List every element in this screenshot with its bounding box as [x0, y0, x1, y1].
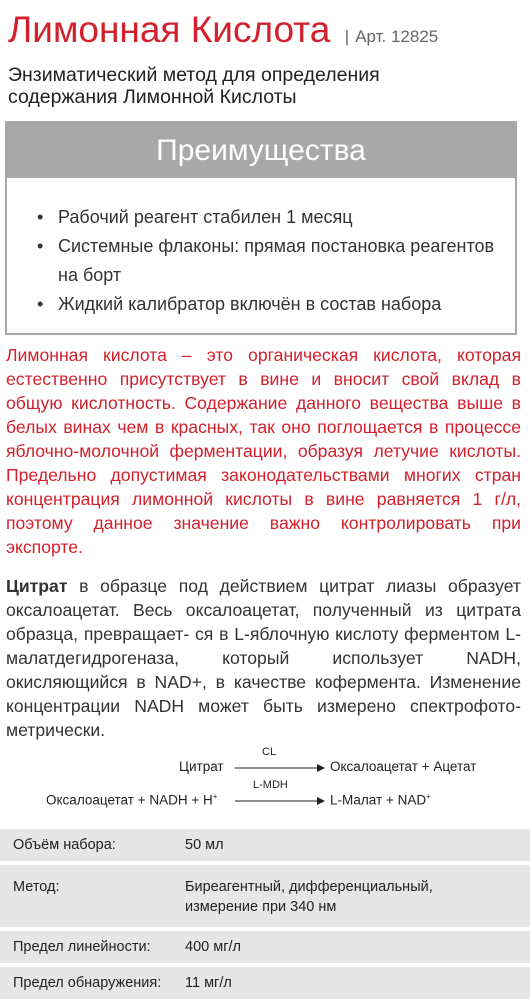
subtitle-line-1: Энзиматический метод для определения: [8, 64, 380, 86]
spec-value: 50 мл: [185, 829, 530, 861]
spec-value: [185, 865, 530, 927]
reaction-2-arrow: [235, 796, 325, 806]
reaction-scheme: [0, 748, 530, 818]
advantages-box: [5, 121, 517, 335]
spec-table: [0, 829, 530, 999]
reaction-2-substrates: [46, 792, 217, 808]
product-title: Лимонная Кислота: [8, 9, 331, 50]
reaction-1-substrate: Цитрат: [179, 759, 224, 774]
article-label: Арт. 12825: [355, 27, 439, 46]
article-number: [345, 27, 438, 47]
principle-paragraph: [6, 574, 521, 742]
spec-row: [0, 829, 530, 861]
reaction-2-products-sup: +: [426, 792, 431, 801]
intro-paragraph: Лимонная кислота – это органическая кислота, которая естественно присутствует в вине и вносит свой вклад в общую кислотность. Содержание данного вещества выше в белых винах чем в красных, так оно поглощается в процессе яблочно-молочной ферментации, образуя летучие кислоты. Предельно допустимая законодательствами многих стран концентрация лимонной кислоты в вине равняется 1 г/л, поэтому данное значение важно контролировать при экспорте.: [6, 345, 521, 557]
reaction-2-products-main: L-Малат + NAD: [330, 792, 427, 808]
reaction-2-enzyme: L-MDH: [253, 779, 288, 791]
principle-lead: Цитрат: [6, 576, 68, 596]
advantage-item: • Жидкий калибратор включён в состав набора: [37, 290, 507, 319]
spec-value: 400 мг/л: [185, 931, 530, 963]
reaction-1-enzyme: CL: [262, 746, 277, 758]
advantages-list: [37, 203, 507, 319]
reaction-2-substrates-sup: +: [212, 792, 218, 801]
product-subtitle: [8, 64, 523, 108]
spec-row: [0, 967, 530, 999]
advantage-item: • Системные флаконы: прямая постановка реагентов на борт: [37, 232, 507, 290]
reaction-2-substrates-main: Оксалоацетат + NADH + H: [46, 792, 213, 808]
reaction-2-products: [330, 792, 431, 808]
spec-row: [0, 931, 530, 963]
spec-label: Метод:: [0, 865, 185, 927]
title-row: [8, 6, 528, 54]
spec-row: [0, 865, 530, 927]
advantage-item: • Рабочий реагент стабилен 1 месяц: [37, 203, 507, 232]
spec-label: Объём набора:: [0, 829, 185, 861]
spec-value-line: измерение при 340 нм: [185, 899, 337, 915]
subtitle-line-2: содержания Лимонной Кислоты: [8, 86, 297, 108]
spec-label: Предел линейности:: [0, 931, 185, 963]
spec-label: Предел обнаружения:: [0, 967, 185, 999]
spec-value-line: Биреагентный, дифференциальный,: [185, 879, 433, 895]
spec-value: 11 мг/л: [185, 967, 530, 999]
reaction-1-arrow: [235, 763, 325, 773]
title-separator: |: [344, 27, 350, 46]
principle-text: в образце под действием цитрат лиазы образует оксалоацетат. Весь оксалоацетат, полученный из цитрата образца, превращает- ся в L-яблочную кислоту ферментом L-малатдегидрогеназа, который использует NADH, окисляющийся в NAD+, в качестве кофермента. Изменение концентрации NADH может быть измерено спектрофото- метрически.: [6, 576, 521, 740]
reaction-1-products: Оксалоацетат + Ацетат: [330, 759, 477, 774]
advantages-heading: Преимущества: [7, 123, 515, 178]
